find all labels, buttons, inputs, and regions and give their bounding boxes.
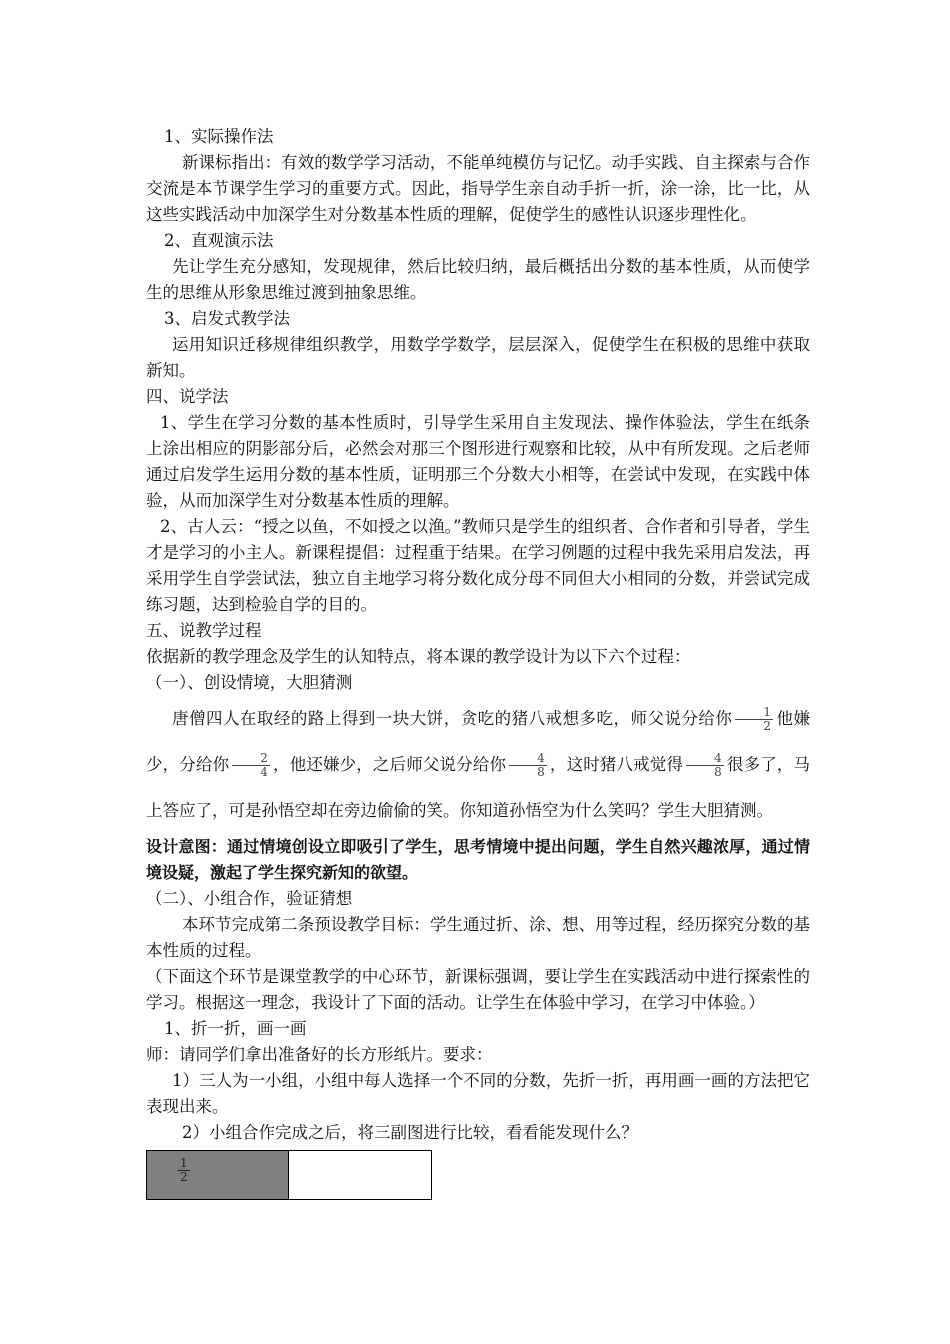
story-text-a: 唐僧四人在取经的路上得到一块大饼，贪吃的猪八戒想多吃，师父说分给你 — [172, 709, 733, 728]
stage-2-note: （下面这个环节是课堂教学的中心环节，新课标强调，要让学生在实践活动中进行探索性的学习。根据这一理念，我设计了下面的活动。让学生在体验中学习，在学习中体验。） — [146, 967, 810, 1012]
section-5-heading: 五、说教学过程 — [146, 621, 262, 640]
fraction-2-4 — [232, 752, 270, 779]
fraction-numerator: 4 — [714, 751, 722, 765]
stage-2-title: （二）、小组合作，验证猜想 — [146, 889, 353, 908]
fraction-4-8-second — [686, 752, 724, 779]
fraction-denominator: 2 — [735, 719, 773, 733]
unshaded-half — [289, 1151, 431, 1199]
requirement-2: 2）小组合作完成之后，将三副图进行比较，看看能发现什么？ — [182, 1123, 638, 1142]
design-intent: 设计意图：通过情境创设立即吸引了学生，思考情境中提出问题，学生自然兴趣浓厚，通过情境设疑，激起了学生探究新知的欲望。 — [146, 837, 810, 882]
fraction-numerator: 2 — [260, 751, 268, 765]
activity-1-title: 1、折一折，画一画 — [164, 1019, 307, 1038]
figure-fraction-label — [178, 1157, 190, 1184]
fraction-denominator: 8 — [509, 765, 547, 779]
fraction-1-2 — [735, 706, 773, 733]
fraction-strip-figure — [146, 1150, 432, 1200]
section-4-heading: 四、说学法 — [146, 387, 229, 406]
learning-method-2: 2、古人云：“授之以鱼，不如授之以渔。”教师只是学生的组织者、合作者和引导者，学生才是学习的小主人。新课程提倡：过程重于结果。在学习例题的过程中我先采用启发法，再采用学生自学尝试法，独立自主地学习将分数化成分母不同但大小相同的分数，并尝试完成练习题，达到检验自学的目的。 — [146, 517, 810, 614]
fraction-4-8 — [509, 752, 547, 779]
method-1-title: 1、实际操作法 — [164, 127, 274, 146]
story-text-e: 很多了，马上答应了，可是孙悟空却在旁边偷偷的笑。你知道孙悟空为什么笑吗？学生大胆猜测。 — [146, 755, 811, 820]
fraction-denominator: 8 — [686, 765, 724, 779]
method-2-body: 先让学生充分感知，发现规律，然后比较归纳，最后概括出分数的基本性质，从而使学生的思维从形象思维过渡到抽象思维。 — [146, 257, 810, 302]
story-paragraph — [146, 696, 810, 834]
fraction-numerator: 4 — [537, 751, 545, 765]
stage-2-body: 本环节完成第二条预设教学目标：学生通过折、涂、想、用等过程，经历探究分数的基本性质的过程。 — [146, 915, 810, 960]
fraction-denominator: 4 — [232, 765, 270, 779]
method-1-body: 新课标指出：有效的数学学习活动，不能单纯模仿与记忆。动手实践、自主探索与合作交流是本节课学生学习的重要方式。因此，指导学生亲自动手折一折，涂一涂，比一比，从这些实践活动中加深学生对分数基本性质的理解，促使学生的感性认识逐步理性化。 — [146, 153, 810, 224]
fraction-numerator: 1 — [180, 1156, 188, 1170]
fraction-numerator: 1 — [763, 705, 772, 719]
story-text-b: 他嫌少，分给你 — [146, 709, 811, 774]
document-page — [146, 124, 810, 1200]
method-2-title: 2、直观演示法 — [164, 231, 274, 250]
method-3-title: 3、启发式教学法 — [164, 309, 290, 328]
story-text-d: ，这时猪八戒觉得 — [549, 755, 684, 774]
shaded-half — [147, 1151, 289, 1199]
story-text-c: ，他还嫌少，之后师父说分给你 — [272, 755, 507, 774]
teacher-instruction: 师：请同学们拿出准备好的长方形纸片。要求： — [146, 1045, 493, 1064]
fraction-denominator: 2 — [180, 1170, 188, 1184]
learning-method-1: 1、学生在学习分数的基本性质时，引导学生采用自主发现法、操作体验法，学生在纸条上涂出相应的阴影部分后，必然会对那三个图形进行观察和比较，从中有所发现。之后老师通过启发学生运用分数的基本性质，证明那三个分数大小相等，在尝试中发现，在实践中体验，从而加深学生对分数基本性质的理解。 — [146, 413, 810, 510]
stage-1-title: （一）、创设情境，大胆猜测 — [146, 673, 353, 692]
requirement-1: 1）三人为一小组，小组中每人选择一个不同的分数，先折一折，再用画一画的方法把它表现出来。 — [146, 1071, 810, 1116]
process-intro: 依据新的教学理念及学生的认知特点，将本课的教学设计为以下六个过程： — [146, 647, 691, 666]
method-3-body: 运用知识迁移规律组织教学，用数学学数学，层层深入，促使学生在积极的思维中获取新知。 — [146, 335, 810, 380]
